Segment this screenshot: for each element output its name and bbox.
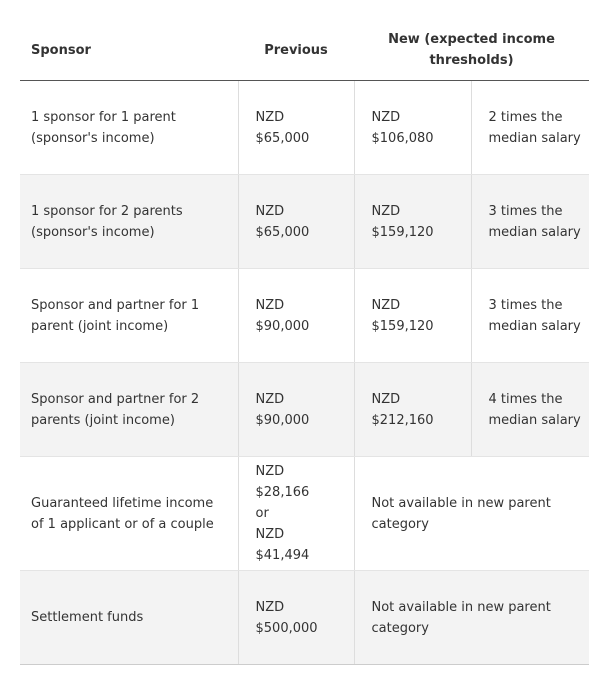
cell-line: median salary: [488, 224, 581, 240]
cell-line: (sponsor's income): [31, 130, 155, 146]
previous-cell: [238, 269, 354, 363]
multiple-cell: [471, 269, 589, 363]
cell-line: median salary: [488, 412, 581, 428]
header-new: New (expected income thresholds): [354, 20, 589, 81]
table-row: [20, 269, 589, 363]
sponsor-cell: [20, 81, 238, 175]
cell-line: NZD $65,000: [255, 203, 310, 240]
cell-line: Sponsor and partner for 2: [31, 391, 200, 407]
previous-cell: [238, 457, 354, 571]
cell-line: of 1 applicant or of a couple: [31, 516, 214, 532]
cell-line: category: [371, 620, 429, 636]
new-combined-cell: [354, 571, 589, 665]
cell-line: 3 times the: [488, 203, 563, 219]
cell-line: Guaranteed lifetime income: [31, 495, 214, 511]
cell-line: $500,000: [255, 620, 318, 636]
cell-line: $106,080: [371, 130, 434, 146]
cell-line: NZD $159,120: [371, 297, 434, 334]
cell-line: 2 times the: [488, 109, 563, 125]
cell-line: 4 times the: [488, 391, 563, 407]
previous-cell: [238, 175, 354, 269]
cell-line: NZD $41,494: [255, 527, 310, 563]
table-row: [20, 571, 589, 665]
sponsor-cell: [20, 175, 238, 269]
cell-line: parent (joint income): [31, 318, 169, 334]
sponsor-cell: [20, 269, 238, 363]
sponsor-cell: [20, 571, 238, 665]
cell-line: Not available in new parent: [371, 495, 551, 511]
cell-line: NZD $28,166: [255, 464, 310, 500]
cell-line: NZD $90,000: [255, 391, 310, 428]
new-amount-cell: [354, 269, 471, 363]
table-row: [20, 457, 589, 571]
cell-line: category: [371, 516, 429, 532]
cell-line: Not available in new parent: [371, 599, 551, 615]
cell-line: NZD $65,000: [255, 109, 310, 146]
cell-line: 1 sponsor for 1 parent: [31, 109, 176, 125]
previous-cell: [238, 571, 354, 665]
cell-line: NZD $212,160: [371, 391, 434, 428]
multiple-cell: [471, 363, 589, 457]
table-row: [20, 81, 589, 175]
cell-line: NZD $159,120: [371, 203, 434, 240]
previous-cell: [238, 363, 354, 457]
cell-line: 1 sponsor for 2 parents: [31, 203, 183, 219]
multiple-cell: [471, 175, 589, 269]
cell-line: median salary: [488, 318, 581, 334]
sponsor-cell: [20, 457, 238, 571]
new-amount-cell: [354, 175, 471, 269]
header-previous: Previous: [238, 20, 354, 81]
cell-line: (sponsor's income): [31, 224, 155, 240]
cell-line: 3 times the: [488, 297, 563, 313]
table-row: [20, 175, 589, 269]
new-amount-cell: [354, 363, 471, 457]
cell-line: or: [255, 506, 269, 521]
cell-line: Sponsor and partner for 1: [31, 297, 200, 313]
cell-line: Settlement funds: [31, 610, 144, 625]
cell-line: NZD: [371, 109, 401, 125]
cell-line: median salary: [488, 130, 581, 146]
sponsor-cell: [20, 363, 238, 457]
multiple-cell: [471, 81, 589, 175]
cell-line: NZD $90,000: [255, 297, 310, 334]
new-combined-cell: [354, 457, 589, 571]
header-sponsor: Sponsor: [20, 20, 238, 81]
previous-cell: [238, 81, 354, 175]
table-header-row: [20, 20, 589, 81]
income-threshold-table: [20, 20, 589, 665]
table-row: [20, 363, 589, 457]
cell-line: parents (joint income): [31, 412, 175, 428]
new-amount-cell: [354, 81, 471, 175]
cell-line: NZD: [255, 599, 285, 615]
